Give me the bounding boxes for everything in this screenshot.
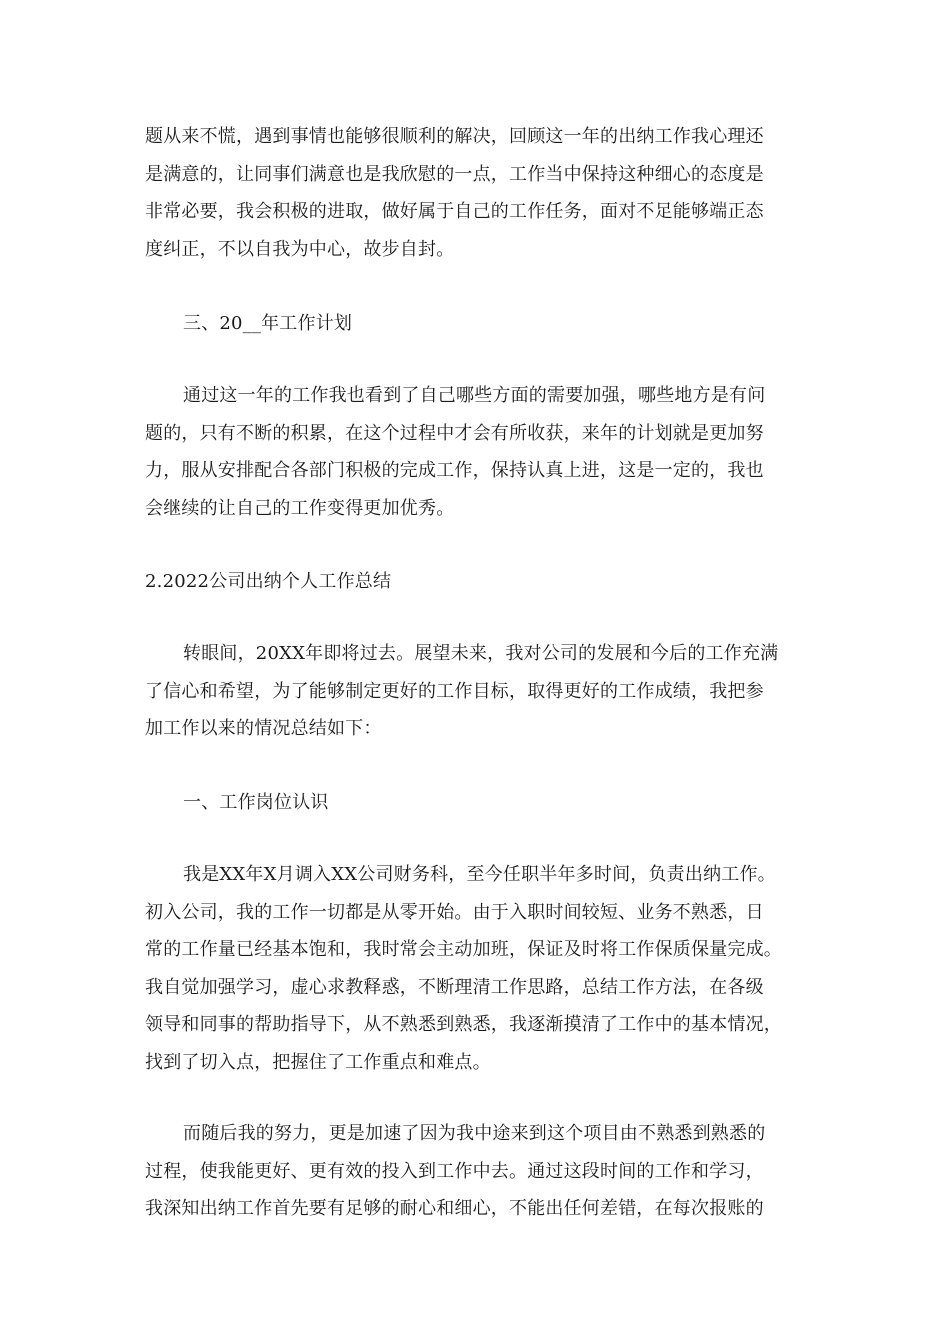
text-line: 了信心和希望，为了能够制定更好的工作目标，取得更好的工作成绩，我把参 bbox=[145, 680, 764, 702]
text-line: 非常必要，我会积极的进取，做好属于自己的工作任务，面对不足能够端正态 bbox=[145, 201, 764, 222]
text-line: 我深知出纳工作首先要有足够的耐心和细心，不能出任何差错，在每次报账的 bbox=[145, 1198, 764, 1219]
body-paragraph bbox=[145, 856, 810, 1081]
text-line: 而随后我的努力，更是加速了因为我中途来到这个项目由不熟悉到熟悉的 bbox=[183, 1123, 766, 1144]
section-heading bbox=[145, 305, 810, 343]
article-title bbox=[145, 563, 810, 601]
text-line: 初入公司，我的工作一切都是从零开始。由于入职时间较短、业务不熟悉，日 bbox=[145, 901, 764, 923]
section-heading bbox=[145, 784, 810, 822]
heading-text: 一、工作岗位认识 bbox=[183, 792, 329, 813]
text-line: 转眼间，20XX年即将过去。展望未来，我对公司的发展和今后的工作充满 bbox=[183, 643, 779, 664]
text-line: 题的，只有不断的积累，在这个过程中才会有所收获，来年的计划就是更加努 bbox=[145, 422, 764, 444]
text-line: 通过这一年的工作我也看到了自己哪些方面的需要加强，哪些地方是有问 bbox=[183, 385, 766, 406]
text-line: 找到了切入点，把握住了工作重点和难点。 bbox=[145, 1051, 491, 1073]
body-paragraph bbox=[145, 1115, 810, 1228]
text-line: 是满意的，让同事们满意也是我欣慰的一点，工作当中保持这种细心的态度是 bbox=[145, 163, 764, 185]
heading-text: 三、20__年工作计划 bbox=[183, 313, 353, 334]
text-line: 力，服从安排配合各部门积极的完成工作，保持认真上进，这是一定的，我也 bbox=[145, 460, 764, 481]
body-paragraph bbox=[145, 635, 810, 748]
text-line: 过程，使我能更好、更有效的投入到工作中去。通过这段时间的工作和学习， bbox=[145, 1160, 764, 1182]
text-line: 加工作以来的情况总结如下： bbox=[145, 718, 382, 739]
text-line: 我自觉加强学习，虚心求教释惑，不断理清工作思路，总结工作方法，在各级 bbox=[145, 976, 764, 998]
text-line: 领导和同事的帮助指导下，从不熟悉到熟悉，我逐渐摸清了工作中的基本情况， bbox=[145, 1014, 782, 1035]
text-line: 我是XX年X月调入XX公司财务科，至今任职半年多时间，负责出纳工作。 bbox=[183, 864, 776, 885]
text-line: 题从来不慌，遇到事情也能够很顺利的解决，回顾这一年的出纳工作我心理还 bbox=[145, 126, 764, 147]
text-line: 常的工作量已经基本饱和，我时常会主动加班，保证及时将工作保质保量完成。 bbox=[145, 939, 782, 960]
text-line: 会继续的让自己的工作变得更加优秀。 bbox=[145, 497, 455, 519]
body-paragraph bbox=[145, 118, 810, 268]
title-text: 2.2022公司出纳个人工作总结 bbox=[145, 571, 392, 592]
text-line: 度纠正，不以自我为中心，故步自封。 bbox=[145, 238, 455, 260]
body-paragraph bbox=[145, 377, 810, 527]
